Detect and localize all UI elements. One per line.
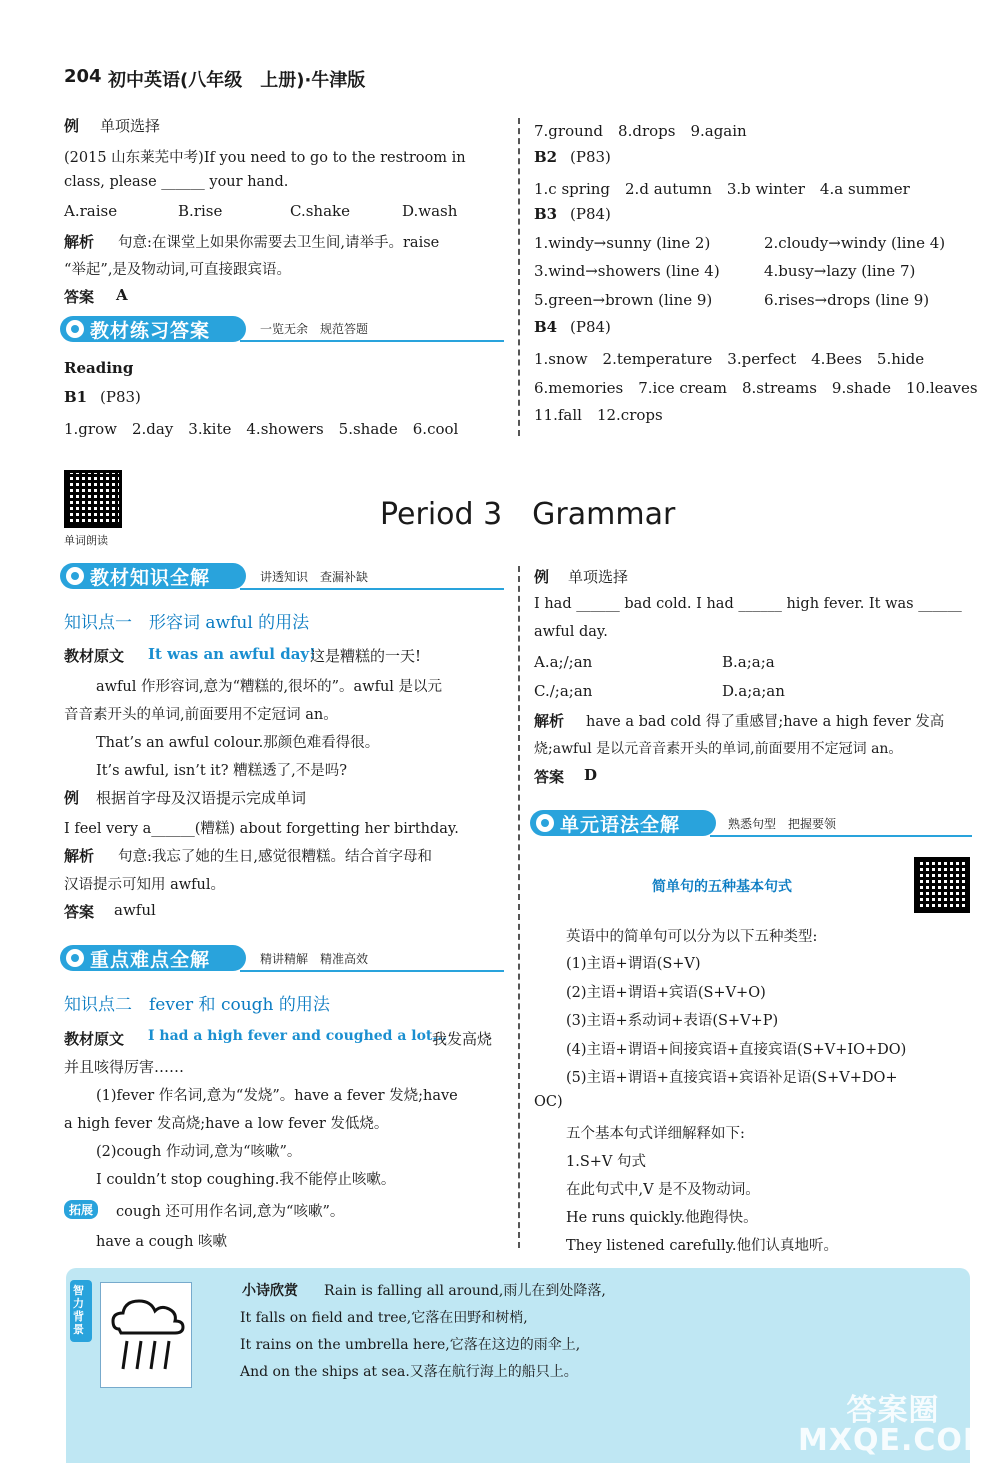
answer-value: A [116, 286, 128, 304]
source-english: I had a high fever and coughed a lot... [148, 1028, 448, 1044]
source-english: It was an awful day! [148, 645, 316, 663]
grammar-text: They listened carefully.他们认真地听。 [566, 1238, 838, 1254]
explanation: awful 作形容词,意为“糟糕的,很坏的”。awful 是以元 [96, 679, 443, 695]
b4-label: B4 [534, 318, 558, 336]
banner-rule [710, 835, 972, 837]
example-sentence: It’s awful, isn’t it? 糟糕透了,不是吗? [96, 763, 348, 779]
option-c: C.shake [290, 202, 350, 220]
grammar-text: 在此句式中,V 是不及物动词。 [566, 1182, 760, 1198]
source-chinese: 我发高烧 [432, 1030, 493, 1048]
page-number: 204 [64, 66, 102, 87]
grammar-text: 五个基本句式详细解释如下: [566, 1126, 745, 1142]
answer-value: awful [114, 901, 156, 919]
grammar-text: (1)主语+谓语(S+V) [566, 956, 701, 972]
section-banner [60, 945, 246, 971]
watermark: 答案圈 MXQE.COM [798, 1393, 994, 1458]
poem-label: 小诗欣赏 [242, 1283, 298, 1299]
speaker-icon [66, 567, 84, 585]
poem-line: It rains on the umbrella here,它落在这边的雨伞上, [240, 1337, 581, 1353]
analysis-text: 句意:我忘了她的生日,感觉很糟糕。结合首字母和 [118, 849, 432, 865]
column-divider [518, 566, 520, 1248]
example-label: 例 [64, 789, 80, 807]
b3-item: 3.wind→showers (line 4) [534, 262, 720, 280]
b3-label: B3 [534, 205, 558, 223]
question-line: class, please ______ your hand. [64, 174, 289, 190]
answer-label: 答案 [64, 288, 95, 306]
period-title: Period 3 Grammar [380, 497, 676, 532]
side-label: 智力背景 [73, 1284, 84, 1336]
banner-subtitle: 熟悉句型 把握要领 [728, 817, 837, 831]
extension-text: cough 还可用作名词,意为“咳嗽”。 [116, 1204, 345, 1220]
b2-label: B2 [534, 148, 558, 166]
example-type: 根据首字母及汉语提示完成单词 [96, 789, 307, 807]
banner-title: 教材知识全解 [90, 566, 211, 589]
option-c: C./;a;an [534, 682, 593, 700]
example-sentence: That’s an awful colour.那颜色难看得很。 [96, 735, 380, 751]
banner-title: 单元语法全解 [560, 813, 681, 836]
extension-badge: 拓展 [64, 1200, 98, 1219]
source-chinese: 这是糟糕的一天! [310, 647, 422, 665]
answer-label: 答案 [64, 903, 95, 921]
section-banner [60, 563, 246, 589]
section-banner [60, 316, 246, 342]
question-line: awful day. [534, 624, 608, 640]
banner-rule [240, 970, 504, 972]
example-type: 单项选择 [568, 568, 629, 586]
book-title: 初中英语(八年级 上册)·牛津版 [108, 70, 366, 91]
b3-item: 6.rises→drops (line 9) [764, 291, 930, 309]
analysis-text: have a bad cold 得了重感冒;have a high fever 发高 [586, 714, 945, 730]
banner-title: 教材练习答案 [90, 319, 211, 342]
option-d: D.a;a;an [722, 682, 785, 700]
source-label: 教材原文 [64, 647, 125, 665]
qr-label: 单词朗读 [64, 534, 108, 547]
b4-answers: 6.memories 7.ice cream 8.streams 9.shade 10.leaves [534, 379, 978, 397]
b4-page: (P84) [570, 318, 611, 336]
analysis-text: “举起”,是及物动词,可直接跟宾语。 [64, 262, 292, 278]
banner-subtitle: 讲透知识 查漏补缺 [260, 570, 369, 584]
analysis-text: 汉语提示可知用 awful。 [64, 877, 226, 893]
explanation: 音音素开头的单词,前面要用不定冠词 an。 [64, 707, 338, 723]
b3-item: 5.green→brown (line 9) [534, 291, 713, 309]
reading-heading: Reading [64, 359, 134, 377]
source-label: 教材原文 [64, 1030, 125, 1048]
poem-line: And on the ships at sea.又落在航行海上的船只上。 [240, 1364, 578, 1380]
question-line: I feel very a______(糟糕) about forgetting her birthday. [64, 821, 459, 837]
grammar-subtitle: 简单句的五种基本句式 [652, 879, 792, 895]
option-d: D.wash [402, 202, 458, 220]
grammar-text: (3)主语+系动词+表语(S+V+P) [566, 1013, 779, 1029]
explanation: a high fever 发高烧;have a low fever 发低烧。 [64, 1116, 389, 1132]
b3-item: 1.windy→sunny (line 2) [534, 234, 711, 252]
example-label: 例 [64, 117, 80, 135]
extension-text: have a cough 咳嗽 [96, 1234, 228, 1250]
b4-answers: 11.fall 12.crops [534, 406, 663, 424]
banner-subtitle: 一览无余 规范答题 [260, 322, 369, 336]
banner-rule [240, 588, 504, 590]
b2-answers: 1.c spring 2.d autumn 3.b winter 4.a summer [534, 180, 910, 198]
example-type: 单项选择 [100, 117, 161, 135]
poem-line: It falls on field and tree,它落在田野和树梢, [240, 1310, 528, 1326]
knowledge-point-title: 知识点一 形容词 awful 的用法 [64, 613, 310, 633]
grammar-text: OC) [534, 1094, 563, 1110]
banner-subtitle: 精讲精解 精准高效 [260, 952, 369, 966]
grammar-text: (4)主语+谓语+间接宾语+直接宾语(S+V+IO+DO) [566, 1042, 907, 1058]
example-sentence: I couldn’t stop coughing.我不能停止咳嗽。 [96, 1172, 396, 1188]
answer-label: 答案 [534, 768, 565, 786]
banner-rule [240, 340, 504, 342]
banner-title: 重点难点全解 [90, 948, 211, 971]
analysis-label: 解析 [64, 233, 95, 251]
grammar-text: (2)主语+谓语+宾语(S+V+O) [566, 985, 766, 1001]
analysis-text: 烧;awful 是以元音音素开头的单词,前面要用不定冠词 an。 [534, 741, 903, 757]
rain-cloud-icon [100, 1282, 192, 1388]
speaker-icon [66, 320, 84, 338]
b1-label: B1 [64, 388, 88, 406]
grammar-text: He runs quickly.他跑得快。 [566, 1210, 758, 1226]
qr-code-icon[interactable] [914, 857, 970, 913]
poem-line: Rain is falling all around,雨儿在到处降落, [324, 1283, 606, 1299]
grammar-text: 1.S+V 句式 [566, 1154, 646, 1170]
section-banner [530, 810, 716, 836]
b2-page: (P83) [570, 148, 611, 166]
question-line: I had ______ bad cold. I had ______ high fever. It was ______ [534, 596, 962, 612]
speaker-icon [66, 949, 84, 967]
source-chinese: 并且咳得厉害…… [64, 1058, 185, 1076]
analysis-label: 解析 [534, 712, 565, 730]
analysis-label: 解析 [64, 847, 95, 865]
knowledge-point-title: 知识点二 fever 和 cough 的用法 [64, 995, 330, 1015]
answer-line: 7.ground 8.drops 9.again [534, 122, 747, 140]
b3-page: (P84) [570, 205, 611, 223]
explanation: (2)cough 作动词,意为“咳嗽”。 [96, 1144, 302, 1160]
option-b: B.rise [178, 202, 223, 220]
b1-answers: 1.grow 2.day 3.kite 4.showers 5.shade 6.cool [64, 420, 459, 438]
b4-answers: 1.snow 2.temperature 3.perfect 4.Bees 5.hide [534, 350, 925, 368]
explanation: (1)fever 作名词,意为“发烧”。have a fever 发烧;have [96, 1088, 458, 1104]
qr-code-icon[interactable] [64, 470, 122, 528]
b1-page: (P83) [100, 388, 141, 406]
b3-item: 4.busy→lazy (line 7) [764, 262, 916, 280]
speaker-icon [536, 814, 554, 832]
column-divider [518, 118, 520, 436]
option-a: A.raise [64, 202, 118, 220]
option-a: A.a;/;an [534, 653, 593, 671]
grammar-text: 英语中的简单句可以分为以下五种类型: [566, 929, 818, 945]
b3-item: 2.cloudy→windy (line 4) [764, 234, 946, 252]
analysis-text: 句意:在课堂上如果你需要去卫生间,请举手。raise [118, 235, 440, 251]
answer-value: D [584, 766, 598, 784]
example-label: 例 [534, 568, 550, 586]
option-b: B.a;a;a [722, 653, 775, 671]
question-line: (2015 山东莱芜中考)If you need to go to the restroom in [64, 150, 466, 166]
grammar-text: (5)主语+谓语+直接宾语+宾语补足语(S+V+DO+ [566, 1070, 898, 1086]
